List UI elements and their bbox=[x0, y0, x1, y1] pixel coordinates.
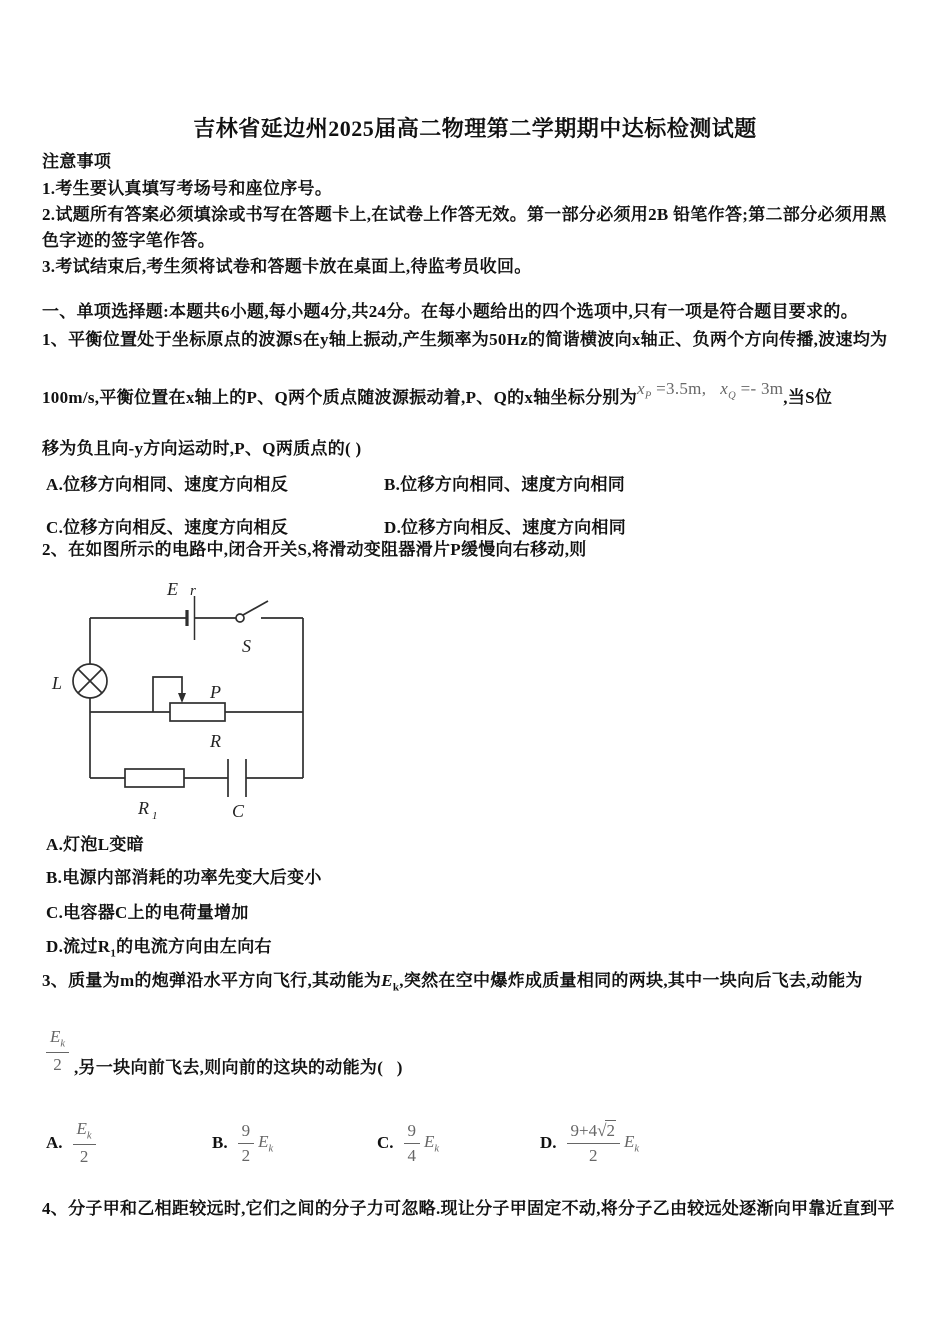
q3-stem: 3、质量为m的炮弹沿水平方向飞行,其动能为$E_k$,突然在空中爆炸成质量相同的两块,其中一块向后飞去,动能为 bbox=[42, 971, 863, 994]
q3-lead-fraction: $\frac{E_k}{2}$ bbox=[46, 1027, 69, 1075]
q1-inline-formula: $x_P =3.5m$, $x_Q =- 3m$ bbox=[637, 379, 784, 402]
q1-option-c: C.位移方向相反、速度方向相反 bbox=[46, 518, 289, 537]
q1-option-b: B.位移方向相同、速度方向相同 bbox=[384, 475, 626, 494]
resistor-label: R bbox=[138, 798, 149, 818]
resistor-symbol bbox=[125, 769, 184, 787]
emf-label: E bbox=[167, 579, 178, 599]
rheostat-label: R bbox=[210, 731, 221, 751]
q3-stem-continued: ,另一块向前飞去,则向前的这块的动能为( ) bbox=[74, 1058, 403, 1077]
q1-stem-line3: 移为负且向-y方向运动时,P、Q两质点的( ) bbox=[42, 439, 362, 458]
internal-resistance-label: r bbox=[190, 583, 196, 599]
circuit-figure bbox=[40, 570, 340, 825]
q1-option-a: A.位移方向相同、速度方向相反 bbox=[46, 475, 289, 494]
q2-stem: 2、在如图所示的电路中,闭合开关S,将滑动变阻器滑片P缓慢向右移动,则 bbox=[42, 540, 587, 559]
capacitor-label: C bbox=[232, 801, 245, 821]
q3-option-a: A. $\frac{E_k}{2}$ bbox=[46, 1116, 96, 1170]
notes-heading: 注意事项 bbox=[42, 152, 112, 171]
resistor-label-sub: 1 bbox=[152, 810, 158, 822]
q2-option-d: D.流过$R_1$的电流方向由左向右 bbox=[46, 937, 272, 960]
q2-option-c: C.电容器C上的电荷量增加 bbox=[46, 903, 249, 922]
page-title: 吉林省延边州2025届高二物理第二学期期中达标检测试题 bbox=[193, 116, 757, 141]
switch-symbol bbox=[236, 614, 244, 622]
note-item-2-line2: 色字迹的签字笔作答。 bbox=[42, 231, 215, 250]
q3-option-b: B. $\frac{9}{2}$ $E_k$ bbox=[212, 1120, 274, 1165]
slider-label: P bbox=[210, 682, 221, 702]
q4-stem: 4、分子甲和乙相距较远时,它们之间的分子力可忽略.现让分子甲固定不动,将分子乙由较远处逐渐向甲靠近直到平 bbox=[42, 1199, 895, 1218]
rheostat-symbol bbox=[170, 703, 225, 721]
q1-option-d: D.位移方向相反、速度方向相同 bbox=[384, 518, 627, 537]
q2-option-b: B.电源内部消耗的功率先变大后变小 bbox=[46, 868, 322, 887]
slider-arrow-icon bbox=[178, 693, 186, 703]
note-item-3: 3.考试结束后,考生须将试卷和答题卡放在桌面上,待监考员收回。 bbox=[42, 257, 532, 276]
q1-stem-line1: 1、平衡位置处于坐标原点的波源S在y轴上振动,产生频率为50Hz的简谐横波向x轴正、负两个方向传播,波速均为 bbox=[42, 330, 888, 349]
note-item-1: 1.考生要认真填写考场号和座位序号。 bbox=[42, 179, 333, 198]
circuit-wires bbox=[73, 596, 303, 797]
q1-stem-line2 bbox=[42, 379, 833, 417]
lamp-label: L bbox=[52, 673, 63, 693]
q3-option-d: D. $\frac{9+4√2}{2}$ $E_k$ bbox=[540, 1120, 640, 1165]
q1-line2-post: ,当S位 bbox=[783, 388, 833, 407]
switch-label: S bbox=[242, 636, 251, 656]
q1-line2-pre: 100m/s,平衡位置在x轴上的P、Q两个质点随波源振动着,P、Q的x轴坐标分别为 bbox=[42, 388, 638, 407]
q2-option-a: A.灯泡L变暗 bbox=[46, 835, 144, 854]
section-heading: 一、单项选择题:本题共6小题,每小题4分,共24分。在每小题给出的四个选项中,只有一项是符合题目要求的。 bbox=[42, 302, 859, 321]
q3-option-c: C. $\frac{9}{4}$ $E_k$ bbox=[377, 1120, 440, 1165]
note-item-2-line1: 2.试题所有答案必须填涂或书写在答题卡上,在试卷上作答无效。第一部分必须用2B 铅笔作答;第二部分必须用黑 bbox=[42, 205, 887, 224]
